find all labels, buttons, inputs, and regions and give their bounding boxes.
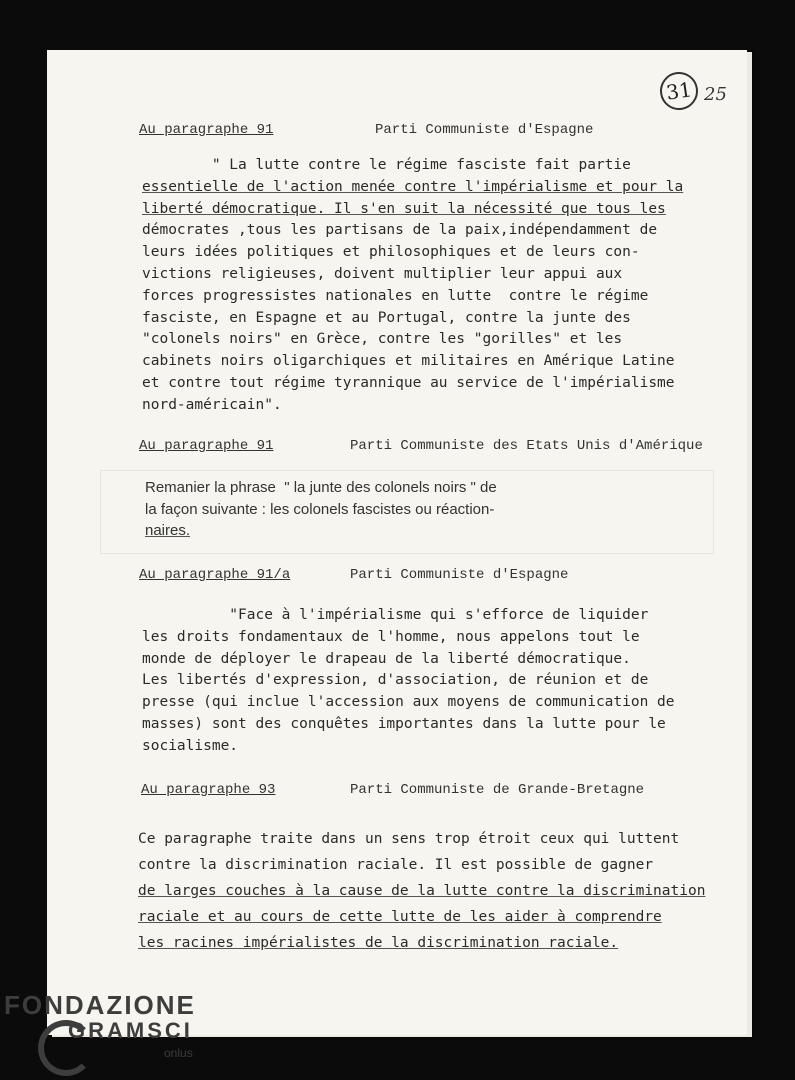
section-1-body [142,155,683,417]
section-3-party: Parti Communiste d'Espagne [350,567,569,583]
section-4-party: Parti Communiste de Grande-Bretagne [350,782,645,798]
text-line: liberté démocratique. Il s'en suit la nécessité que tous les [142,200,666,217]
text-line: masses) sont des conquêtes importantes dans la lutte pour le [142,715,666,732]
text-line: de larges couches à la cause de la lutte contre la discrimination [138,883,706,899]
text-line: fasciste, en Espagne et au Portugal, contre la junte des [142,309,631,326]
text-line: nord-américain". [142,396,282,413]
text-line: Ce paragraphe traite dans un sens trop étroit ceux qui luttent [138,831,680,847]
text-line: les racines impérialistes de la discrimination raciale. [138,935,619,951]
section-3-body [142,605,675,758]
section-1-party: Parti Communiste d'Espagne [375,122,594,138]
text-line: socialisme. [142,737,239,754]
text-line: la façon suivante : les colonels fascistes ou réaction- [145,500,495,518]
section-4-body [138,826,705,956]
text-line: et contre tout régime tyrannique au service de l'impérialisme [142,374,675,391]
section-2-body [145,477,497,542]
text-line: démocrates ,tous les partisans de la paix,indépendamment de [142,222,658,239]
page-number: 25 [704,84,727,105]
text-line: "Face à l'impérialisme qui s'efforce de liquider [142,607,649,623]
text-line: "colonels noirs" en Grèce, contre les "gorilles" et les [142,331,623,348]
section-1-ref: Au paragraphe 91 [139,122,274,138]
text-line: essentielle de l'action menée contre l'impérialisme et pour la [142,178,684,195]
text-line: les droits fondamentaux de l'homme, nous appelons tout le [142,628,640,645]
text-line: contre la discrimination raciale. Il est possible de gagner [138,857,654,873]
section-3-heading [139,567,569,583]
section-2-ref: Au paragraphe 91 [139,438,274,454]
text-line: leurs idées politiques et philosophiques et de leurs con- [142,244,640,261]
text-line: cabinets noirs oligarchiques et militaires en Amérique Latine [142,353,675,370]
text-line: presse (qui inclue l'accession aux moyens de communication de [142,694,675,711]
section-2-heading [139,438,703,454]
text-line: monde de déployer le drapeau de la liberté démocratique. [142,650,631,667]
section-4-ref: Au paragraphe 93 [141,782,276,798]
text-line: " La lutte contre le régime fasciste fait partie [142,157,631,173]
text-line: raciale et au cours de cette lutte de les aider à comprendre [138,909,662,925]
text-line: forces progressistes nationales en lutte contre le régime [142,287,649,304]
section-2-party: Parti Communiste des Etats Unis d'Amérique [350,438,703,454]
watermark-line-1: FONDAZIONE [4,990,196,1020]
watermark-onlus: onlus [164,1046,193,1060]
section-1-heading [139,122,594,138]
text-line: victions religieuses, doivent multiplier leur appui aux [142,265,623,282]
text-line: Remanier la phrase " la junte des colonels noirs " de [145,479,497,496]
text-line: Les libertés d'expression, d'association, de réunion et de [142,672,649,689]
watermark-line-2: GRAMSCI [68,1018,193,1043]
text-line: naires. [145,522,191,539]
archive-watermark [4,990,196,1060]
section-4-heading [141,782,645,798]
archive-stamp: 31 [658,70,701,113]
section-3-ref: Au paragraphe 91/a [139,567,291,583]
